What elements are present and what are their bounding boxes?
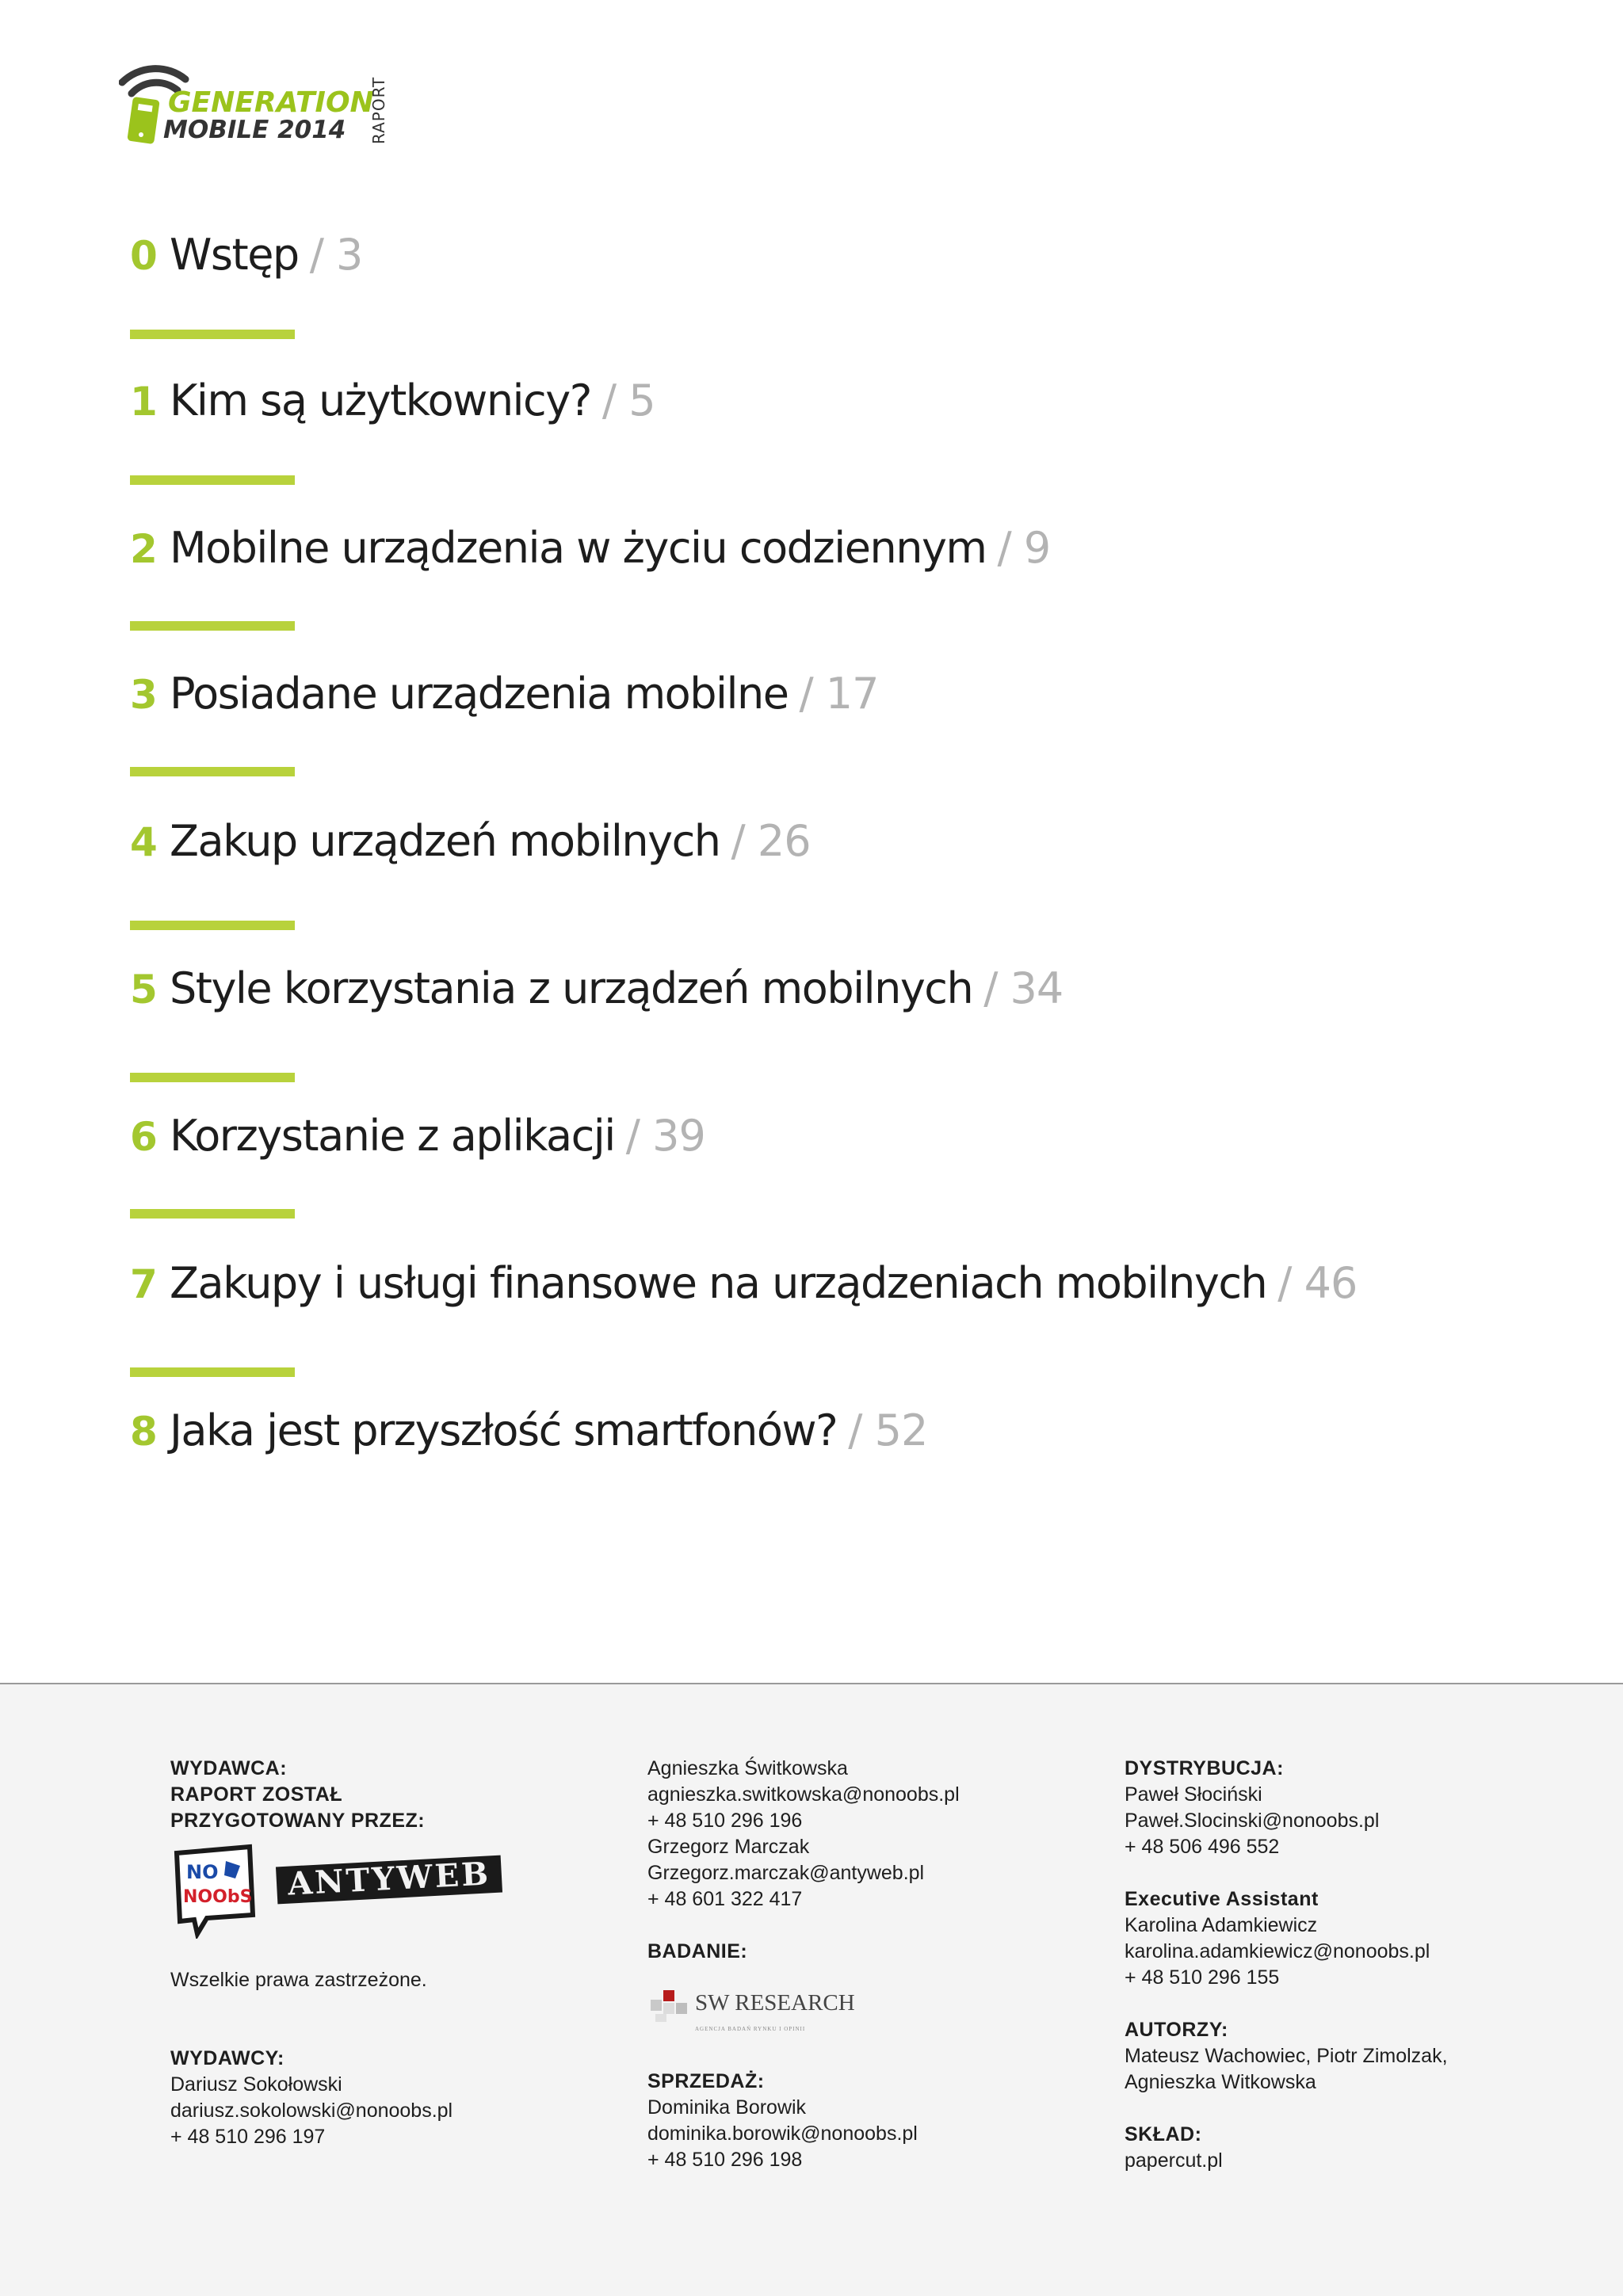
logo-line-generation: GENERATION (168, 86, 374, 119)
toc-title: Kim są użytkownicy? (170, 376, 591, 425)
credits-footer (0, 1683, 1623, 2296)
typesetting-link[interactable]: papercut.pl (1125, 2149, 1223, 2172)
toc-title: Mobilne urządzenia w życiu codziennym (170, 523, 987, 573)
toc-page: / 17 (799, 669, 879, 719)
toc-item-4[interactable] (130, 816, 811, 879)
toc-number: 7 (130, 1261, 158, 1307)
authors-line: Mateusz Wachowiec, Piotr Zimolzak, (1125, 2045, 1448, 2067)
toc-divider (130, 330, 295, 339)
toc-divider (130, 475, 295, 485)
toc-number: 3 (130, 672, 158, 718)
contact-name: Agnieszka Świtkowska (647, 1757, 848, 1779)
rights-reserved: Wszelkie prawa zastrzeżone. (170, 1969, 427, 1991)
toc-title: Wstęp (170, 230, 299, 280)
toc-divider (130, 767, 295, 776)
toc-page: / 39 (625, 1111, 705, 1161)
toc-item-5[interactable] (130, 963, 1063, 1027)
publisher-phone: + 48 510 296 197 (170, 2126, 326, 2148)
typesetting-heading: SKŁAD: (1125, 2123, 1202, 2145)
nonoobs-logo-line2: NOObS (183, 1887, 253, 1907)
authors-line: Agnieszka Witkowska (1125, 2071, 1316, 2093)
toc-page: / 3 (309, 230, 363, 280)
contact-email[interactable]: agnieszka.switkowska@nonoobs.pl (647, 1783, 960, 1806)
contact-phone: + 48 510 296 196 (647, 1810, 803, 1832)
toc-page: / 46 (1277, 1258, 1358, 1308)
toc-title: Style korzystania z urządzeń mobilnych (170, 963, 973, 1013)
toc-title: Zakup urządzeń mobilnych (170, 816, 720, 866)
toc-item-2[interactable] (130, 523, 1050, 586)
partner-logos (170, 1844, 614, 1948)
toc-title: Jaka jest przyszłość smartfonów? (170, 1405, 838, 1455)
distribution-heading: DYSTRYBUCJA: (1125, 1757, 1284, 1779)
distribution-name: Paweł Słociński (1125, 1783, 1262, 1806)
toc-title: Zakupy i usługi finansowe na urządzeniach mobilnych (170, 1258, 1267, 1308)
toc-number: 2 (130, 526, 158, 572)
toc-item-0[interactable] (130, 230, 362, 293)
toc-number: 0 (130, 233, 158, 279)
sw-research-logo-sub: AGENCJA BADAŃ RYNKU I OPINII (695, 2026, 806, 2032)
credits-column-distribution (1125, 1756, 1568, 2174)
publishers-heading: WYDAWCY: (170, 2047, 285, 2069)
publisher-heading: RAPORT ZOSTAŁ (170, 1783, 343, 1806)
sales-heading: SPRZEDAŻ: (647, 2070, 765, 2092)
toc-item-1[interactable] (130, 376, 655, 439)
nonoobs-logo (170, 1844, 258, 1939)
toc-item-3[interactable] (130, 669, 879, 732)
publisher-heading: WYDAWCA: (170, 1757, 288, 1779)
assistant-name: Karolina Adamkiewicz (1125, 1914, 1318, 1936)
sales-name: Dominika Borowik (647, 2096, 807, 2119)
sw-research-mark-icon (647, 1984, 695, 2031)
contact-email[interactable]: Grzegorz.marczak@antyweb.pl (647, 1862, 925, 1884)
sw-research-logo-text: SW RESEARCH (695, 1990, 855, 2016)
sales-phone: + 48 510 296 198 (647, 2149, 803, 2171)
generation-mobile-logo (119, 62, 388, 149)
publisher-email[interactable]: dariusz.sokolowski@nonoobs.pl (170, 2100, 453, 2122)
toc-title: Korzystanie z aplikacji (170, 1111, 615, 1161)
toc-number: 6 (130, 1114, 158, 1160)
toc-number: 1 (130, 379, 158, 425)
nonoobs-logo-line1: NO (186, 1861, 219, 1883)
toc-page: / 5 (601, 376, 655, 425)
distribution-email[interactable]: Paweł.Slocinski@nonoobs.pl (1125, 1810, 1380, 1832)
toc-item-7[interactable] (130, 1258, 1357, 1322)
credits-column-publisher (170, 1756, 614, 2150)
authors-heading: AUTORZY: (1125, 2019, 1228, 2041)
toc-item-6[interactable] (130, 1111, 705, 1174)
raport-label: RAPORT (369, 76, 388, 144)
toc-page: / 52 (848, 1405, 928, 1455)
assistant-phone: + 48 510 296 155 (1125, 1966, 1280, 1989)
toc-number: 8 (130, 1409, 158, 1455)
credits-column-contacts (647, 1756, 1091, 2173)
research-heading: BADANIE: (647, 1940, 748, 1962)
toc-item-8[interactable] (130, 1405, 927, 1469)
publisher-name: Dariusz Sokołowski (170, 2073, 342, 2096)
toc-divider (130, 1367, 295, 1377)
publisher-heading: PRZYGOTOWANY PRZEZ: (170, 1810, 426, 1832)
toc-divider (130, 921, 295, 930)
toc-divider (130, 621, 295, 631)
toc-title: Posiadane urządzenia mobilne (170, 669, 789, 719)
toc-number: 5 (130, 967, 158, 1013)
toc-divider (130, 1209, 295, 1219)
contact-phone: + 48 601 322 417 (647, 1888, 803, 1910)
toc-divider (130, 1073, 295, 1082)
assistant-email[interactable]: karolina.adamkiewicz@nonoobs.pl (1125, 1940, 1430, 1962)
toc-number: 4 (130, 819, 158, 865)
sw-research-logo (647, 1974, 1091, 2042)
toc-page: / 34 (983, 963, 1064, 1013)
distribution-phone: + 48 506 496 552 (1125, 1836, 1280, 1858)
antyweb-logo: ANTYWEB (276, 1855, 502, 1905)
toc-page: / 26 (731, 816, 811, 866)
toc-page: / 9 (997, 523, 1051, 573)
assistant-heading: Executive Assistant (1125, 1888, 1319, 1910)
sales-email[interactable]: dominika.borowik@nonoobs.pl (647, 2122, 918, 2145)
contact-name: Grzegorz Marczak (647, 1836, 810, 1858)
logo-line-mobile: MOBILE 2014 (163, 116, 346, 144)
